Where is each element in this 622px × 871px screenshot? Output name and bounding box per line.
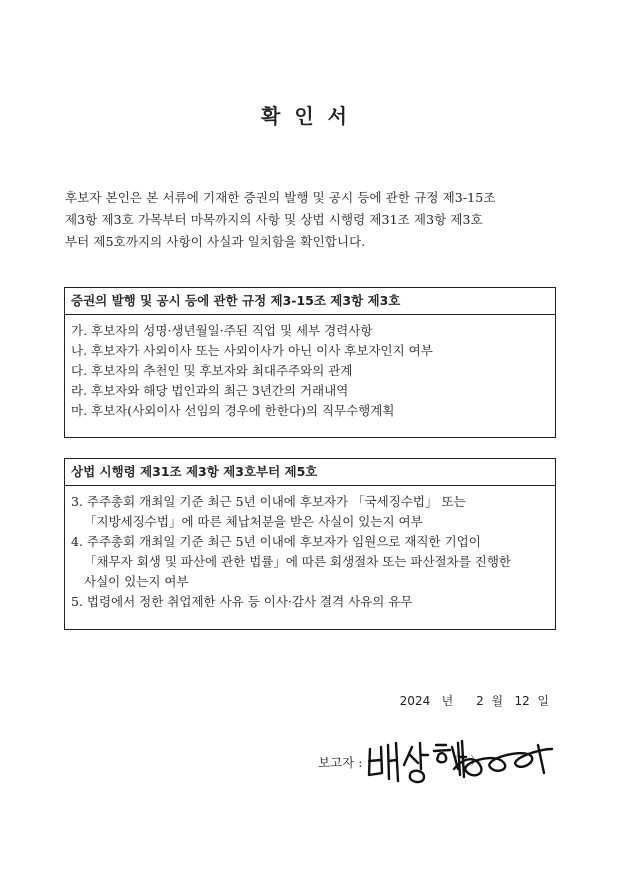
list-item: 다. 후보자의 추천인 및 후보자와 최대주주와의 관계 xyxy=(71,363,353,378)
reporter-id-partial: (1 ) xyxy=(454,753,475,767)
list-item: 나. 후보자가 사외이사 또는 사외이사가 아닌 이사 후보자인지 여부 xyxy=(71,343,433,358)
list-item: 마. 후보자(사외이사 선임의 경우에 한한다)의 직무수행계획 xyxy=(71,403,395,418)
list-item: 4. 주주총회 개최일 기준 최근 5년 이내에 후보자가 임원으로 재직한 기업이 xyxy=(71,534,481,549)
commercial-act-section-items xyxy=(65,486,555,616)
commercial-act-section-heading: 상법 시행령 제31조 제3항 제3호부터 제5호 xyxy=(65,459,555,486)
list-item-continuation: 사실이 있는지 여부 xyxy=(84,574,189,589)
intro-line: 제3항 제3호 가목부터 마목까지의 사항 및 상법 시행령 제31조 제3항 제3호 xyxy=(65,212,483,227)
intro-paragraph xyxy=(65,187,560,253)
intro-line: 부터 제5호까지의 사항이 사실과 일치함을 확인합니다. xyxy=(65,234,366,249)
reporter-label: 보고자 : xyxy=(318,755,363,770)
regulation-section-heading: 증권의 발행 및 공시 등에 관한 규정 제3-15조 제3항 제3호 xyxy=(65,288,555,315)
handwritten-signature xyxy=(362,735,562,791)
date-day-unit: 일 xyxy=(537,694,549,708)
date-month-unit: 월 xyxy=(491,694,504,708)
document-date xyxy=(0,692,549,709)
date-year-unit: 년 xyxy=(441,694,454,708)
list-item: 라. 후보자와 해당 법인과의 최근 3년간의 거래내역 xyxy=(71,383,349,398)
intro-line: 후보자 본인은 본 서류에 기재한 증권의 발행 및 공시 등에 관한 규정 제3-15조 xyxy=(65,190,496,205)
list-item: 3. 주주총회 개최일 기준 최근 5년 이내에 후보자가 「국세징수법」 또는 xyxy=(71,494,466,509)
list-item: 5. 법령에서 정한 취업제한 사유 등 이사·감사 결격 사유의 유무 xyxy=(71,594,413,609)
regulation-section-box xyxy=(64,287,556,438)
commercial-act-section-box xyxy=(64,458,556,630)
page-title: 확인서 xyxy=(261,104,361,128)
date-day: 12 xyxy=(514,694,530,708)
list-item-continuation: 「지방세징수법」에 따른 체납처분을 받은 사실이 있는지 여부 xyxy=(84,514,423,529)
date-month: 2 xyxy=(476,694,484,708)
list-item: 가. 후보자의 성명·생년월일·주된 직업 및 세부 경력사항 xyxy=(71,323,373,338)
date-year: 2024 xyxy=(399,694,431,708)
list-item-continuation: 「채무자 회생 및 파산에 관한 법률」에 따른 회생절차 또는 파산절차를 진행한 xyxy=(84,554,511,569)
regulation-section-items xyxy=(65,315,555,425)
